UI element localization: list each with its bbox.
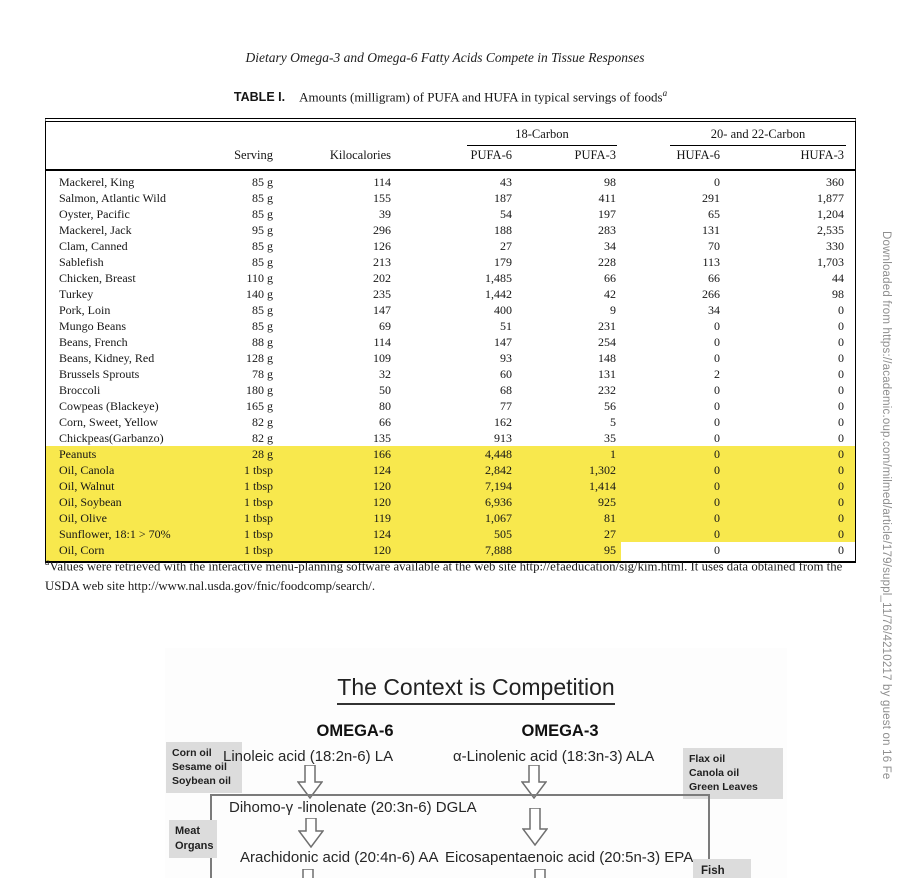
- col-header-pufa6: PUFA-6: [396, 146, 516, 170]
- table-row: Cowpeas (Blackeye) 165 g 80 77 56 0 0: [59, 399, 844, 413]
- table-row: Sablefish 85 g 213 179 228 113 1,703: [59, 255, 844, 269]
- table-row: Chickpeas(Garbanzo) 82 g 135 913 35 0 0: [59, 431, 844, 445]
- table-row: Clam, Canned 85 g 126 27 34 70 330: [59, 239, 844, 253]
- table-row: Pork, Loin 85 g 147 400 9 34 0: [59, 303, 844, 317]
- table-row: Corn, Sweet, Yellow 82 g 66 162 5 0 0: [59, 415, 844, 429]
- table-row: Oil, Soybean 1 tbsp 120 6,936 925 0 0: [46, 494, 855, 510]
- fish-box: Fish: [693, 859, 751, 878]
- table-body: [46, 170, 855, 561]
- table-caption-footnote-marker: a: [662, 88, 668, 98]
- node-alpha-linolenic-acid: α-Linolenic acid (18:3n-3) ALA: [453, 748, 655, 765]
- down-arrow-stem-icon: [527, 869, 553, 878]
- col-header-hufa6: HUFA-6: [621, 146, 726, 170]
- group-header-20-22-carbon: 20- and 22-Carbon: [621, 124, 855, 146]
- table-row: Brussels Sprouts 78 g 32 60 131 2 0: [59, 367, 844, 381]
- col-header-pufa3: PUFA-3: [516, 146, 621, 170]
- table-row: Sunflower, 18:1 > 70% 1 tbsp 124 505 27 0 0: [46, 526, 855, 542]
- running-head: Dietary Omega-3 and Omega-6 Fatty Acids Compete in Tissue Responses: [245, 50, 645, 65]
- table-row: Oil, Walnut 1 tbsp 120 7,194 1,414 0 0: [46, 478, 855, 494]
- footnote-text: Values were retrieved with the interactive menu-planning software available at the web site http://efaeducation/sig/kim.html. It uses data obtained from the USDA web site http://www.nal.usda.gov/fnic/foodcomp/search/.: [45, 559, 843, 594]
- table-row: Oyster, Pacific 85 g 39 54 197 65 1,204: [59, 207, 844, 221]
- node-eicosapentaenoic-acid: Eicosapentaenoic acid (20:5n-3) EPA: [445, 849, 694, 866]
- node-arachidonic-acid: Arachidonic acid (20:4n-6) AA: [240, 849, 439, 866]
- table-row: Oil, Canola 1 tbsp 124 2,842 1,302 0 0: [46, 462, 855, 478]
- omega6-sources-box: Corn oil Sesame oil Soybean oil: [166, 742, 242, 793]
- table-row: Salmon, Atlantic Wild 85 g 155 187 411 291 1,877: [59, 191, 844, 205]
- table-group-header-row: [46, 124, 855, 146]
- down-arrow-stem-icon: [295, 869, 321, 878]
- col-header-hufa3: HUFA-3: [726, 146, 855, 170]
- table-caption: [45, 88, 856, 105]
- table-caption-text: Amounts (milligram) of PUFA and HUFA in typical servings of foods: [299, 89, 663, 105]
- table-row: Mackerel, Jack 95 g 296 188 283 131 2,535: [59, 223, 844, 237]
- table-row: Oil, Olive 1 tbsp 119 1,067 81 0 0: [46, 510, 855, 526]
- table-row: Broccoli 180 g 50 68 232 0 0: [59, 383, 844, 397]
- omega6-header: OMEGA-6: [316, 722, 394, 740]
- table-row: Beans, French 88 g 114 147 254 0 0: [59, 335, 844, 349]
- down-arrow-icon: [298, 818, 324, 848]
- table-row: Beans, Kidney, Red 128 g 109 93 148 0 0: [59, 351, 844, 365]
- col-header-serving: Serving: [231, 146, 281, 170]
- download-provenance-note: Downloaded from https://academic.oup.com/milmed/article/179/suppl_11/76/4210217 by guest on 16 Fe: [880, 231, 892, 780]
- node-linoleic-acid: Linoleic acid (18:2n-6) LA: [223, 748, 394, 765]
- table-footnote: [45, 556, 865, 597]
- table-row: Chicken, Breast 110 g 202 1,485 66 66 44: [59, 271, 844, 285]
- table-column-header-row: [46, 146, 855, 170]
- table-label: TABLE I.: [233, 90, 286, 105]
- table-row: Oil, Corn 1 tbsp 120 7,888 95 0 0: [46, 542, 855, 561]
- omega3-sources-box: Flax oil Canola oil Green Leaves: [683, 748, 783, 799]
- col-header-kilocalories: Kilocalories: [281, 146, 396, 170]
- pufa-hufa-table: [45, 118, 856, 563]
- diagram-title: The Context is Competition: [165, 674, 787, 705]
- table-row: Mungo Beans 85 g 69 51 231 0 0: [59, 319, 844, 333]
- node-dgla: Dihomo-γ -linolenate (20:3n-6) DGLA: [229, 799, 477, 816]
- footnote-marker: a: [45, 557, 50, 567]
- table-row: Mackerel, King 85 g 114 43 98 0 360: [59, 175, 844, 189]
- table-row: Turkey 140 g 235 1,442 42 266 98: [59, 287, 844, 301]
- meat-organs-box: Meat Organs: [169, 820, 217, 858]
- table-row: Peanuts 28 g 166 4,448 1 0 0: [46, 446, 855, 462]
- down-arrow-icon: [522, 808, 548, 846]
- group-header-18-carbon: 18-Carbon: [396, 124, 621, 146]
- competition-diagram: [165, 648, 787, 878]
- omega3-header: OMEGA-3: [521, 722, 599, 740]
